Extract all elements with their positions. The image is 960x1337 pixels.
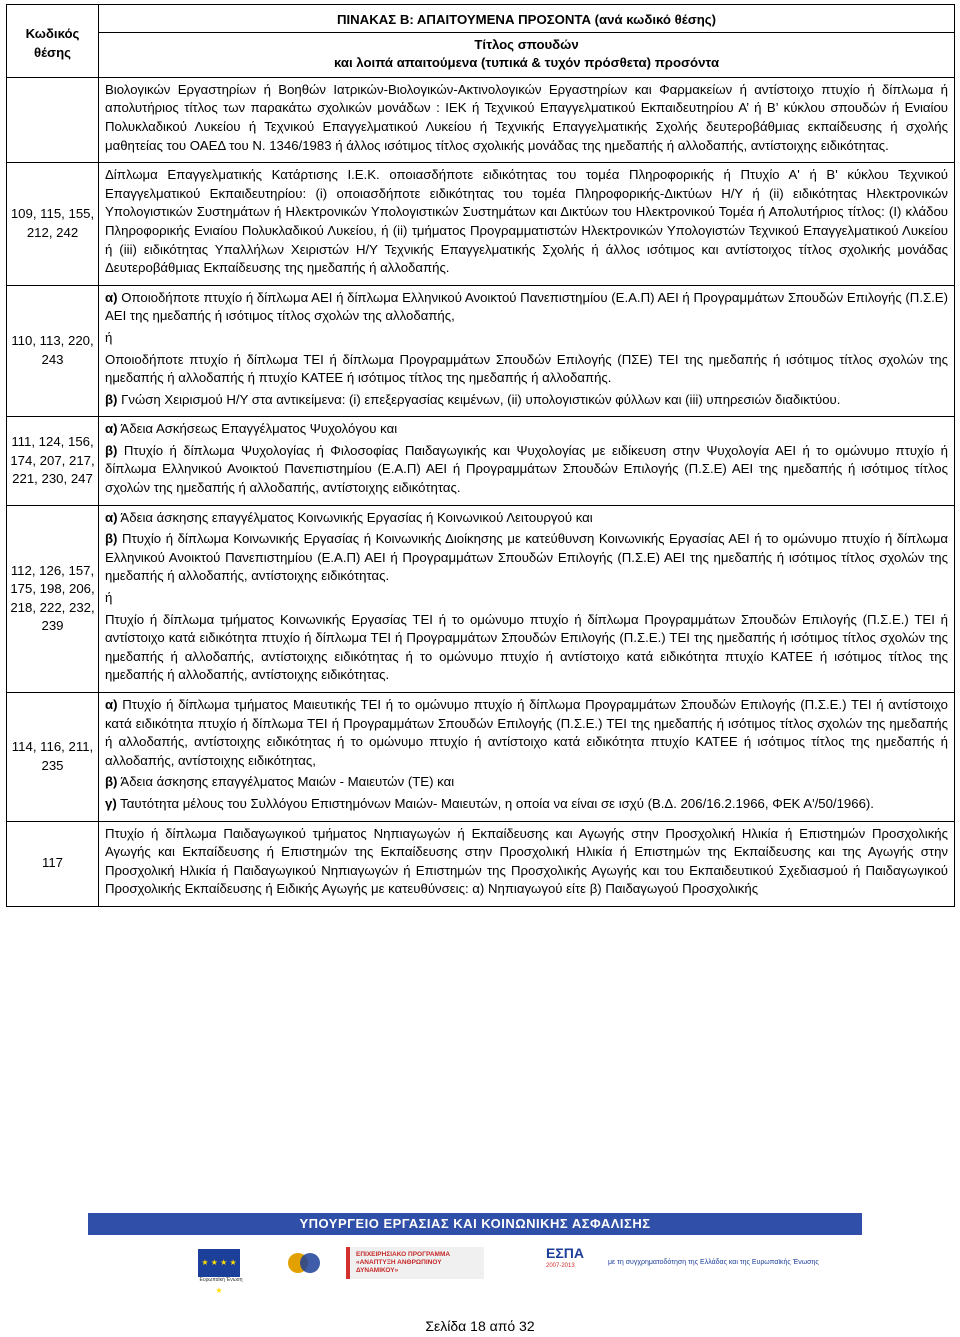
qualification-paragraph: γ) Ταυτότητα μέλους του Συλλόγου Επιστημόνων Μαιών- Μαιευτών, η οποία να είναι σε ισχύ (Β.Δ. 206/16.2.1966, ΦΕΚ Α'/50/1966).	[105, 795, 874, 811]
position-codes: 110, 113, 220, 243	[7, 285, 99, 417]
list-marker: β)	[105, 442, 118, 458]
position-codes: 109, 115, 155, 212, 242	[7, 163, 99, 286]
position-codes	[7, 77, 99, 162]
programme-logo	[346, 1247, 484, 1279]
sponsor-band	[88, 1213, 862, 1295]
position-codes: 112, 126, 157, 175, 198, 206, 218, 222, 232, 239	[7, 505, 99, 692]
desc-header-line-1: Τίτλος σπουδών	[474, 36, 579, 52]
qualification-paragraph: Δίπλωμα Επαγγελματικής Κατάρτισης Ι.Ε.Κ. οποιασδήποτε ειδικότητας του τομέα Πληροφορικής ή Πτυχίο Α' ή Β' κύκλου Τεχνικού Επαγγελματικού Εκπαιδευτηρίου: (i) οποιασδήποτε ειδικότητας του τομέα Πληροφορικής-Δικτύων Η/Υ ή (ii) ειδικότητας Ηλεκτρονικών Υπολογιστικών Συστημάτων ή Ηλεκτρονικών Υπολογιστικών Συστημάτων και Δικτύων του Ηλεκτρονικού Τομέα ή Απολυτήριος τίτλος: (I) κλάδου Πληροφορικής Ενιαίου Πολυκλαδικού Λυκείου, ή (ii) τμήματος Προγραμματιστών Ηλεκτρονικών Υπολογιστών Τεχνικού Επαγγελματικού Λυκείου ή (iii) ειδικότητας Υπαλλήλων Χειριστών Η/Υ Τεχνικής Επαγγελματικής Σχολής ή άλλος ισότιμος και αντίστοιχος τίτλος σχολικής μονάδας Δευτεροβάθμιας Εκπαίδευσης της ημεδαπής ή αλλοδαπής.	[105, 167, 948, 276]
qualification-paragraph: Βιολογικών Εργαστηρίων ή Βοηθών Ιατρικών-Βιολογικών-Ακτινολογικών Εργαστηρίων και Φαρμακείων ή αντίστοιχο πτυχίο ή δίπλωμα ή απολυτήριος τίτλος των παρακάτω σχολικών μονάδων : ΙΕΚ ή Τεχνικού Επαγγελματικού Εκπαιδευτηρίου Α’ ή Β’ κύκλου σπουδών ή Ενιαίου Πολυκλαδικού Λυκείου ή Τεχνικού Επαγγελματικού Λυκείου ή Τεχνικής Επαγγελματικής Σχολής δευτεροβάθμιας εκπαίδευσης ή σχολής μαθητείας του ΟΑΕΔ του Ν. 1346/1983 ή άλλος ισότιμος τίτλος σχολικής μονάδας της ημεδαπής ή αλλοδαπής, αντίστοιχης ειδικότητας.	[105, 81, 948, 153]
list-marker: α)	[105, 509, 118, 525]
esf-logo-icon	[284, 1247, 328, 1279]
code-column-header	[7, 5, 99, 78]
qualification-description	[99, 505, 955, 692]
qualification-paragraph: α) Άδεια Ασκήσεως Επαγγέλματος Ψυχολόγου και	[105, 421, 398, 437]
qualification-description	[99, 821, 955, 906]
list-marker: α)	[105, 421, 118, 437]
table-body	[7, 77, 955, 906]
qualification-paragraph: β) Γνώση Χειρισμού Η/Υ στα αντικείμενα: (i) επεξεργασίας κειμένων, (ii) υπολογιστικών φύλλων και (iii) υπηρεσιών διαδικτύου.	[105, 391, 841, 407]
eu-stars-icon: ★ ★ ★ ★ ★	[201, 1258, 237, 1295]
table-row	[7, 77, 955, 162]
qualification-paragraph: β) Άδεια άσκησης επαγγέλματος Μαιών - Μαιευτών (ΤΕ) και	[105, 774, 455, 790]
table-row	[7, 163, 955, 286]
table-row	[7, 505, 955, 692]
qualification-paragraph: α) Άδεια άσκησης επαγγέλματος Κοινωνικής Εργασίας ή Κοινωνικού Λειτουργού και	[105, 509, 593, 525]
espa-years: 2007-2013	[546, 1263, 575, 1269]
qualification-paragraph: β) Πτυχίο ή δίπλωμα Ψυχολογίας ή Φιλοσοφίας Παιδαγωγικής και Ψυχολογίας με ειδίκευση στην Ψυχολογία ΑΕΙ ή το ομώνυμο πτυχίο ή δίπλωμα Ελληνικού Ανοικτού Πανεπιστημίου (Ε.Α.Π) ΑΕΙ ή Προγραμμάτων Σπουδών Επιλογής (Π.Σ.Ε) ΑΕΙ της ημεδαπής ή ισότιμος τίτλος σχολών της ημεδαπής ή αλλοδαπής, αντίστοιχης ειδικότητας.	[105, 442, 948, 496]
desc-column-header	[99, 32, 955, 77]
sponsor-logos	[88, 1237, 862, 1295]
qualification-description	[99, 417, 955, 505]
list-marker: α)	[105, 697, 118, 712]
list-marker: α)	[105, 289, 118, 305]
qualifications-table	[6, 4, 955, 907]
qualification-paragraph: ή	[105, 329, 113, 345]
position-codes: 114, 116, 211, 235	[7, 693, 99, 822]
page-number: Σελίδα 18 από 32	[425, 1318, 535, 1334]
qualification-paragraph: ή	[105, 590, 113, 606]
table-title: ΠΙΝΑΚΑΣ Β: ΑΠΑΙΤΟΥΜΕΝΑ ΠΡΟΣΟΝΤΑ (ανά κωδικό θέσης)	[99, 5, 955, 33]
table-row	[7, 821, 955, 906]
qualification-description	[99, 285, 955, 417]
qualification-paragraph: Πτυχίο ή δίπλωμα τμήματος Κοινωνικής Εργασίας ΤΕΙ ή το ομώνυμο πτυχίο ή δίπλωμα Προγραμμάτων Σπουδών Επιλογής (Π.Σ.Ε.) ΤΕΙ ή αντίστοιχο κατά ειδικότητα πτυχίο ή δίπλωμα ΤΕΙ ή Προγραμμάτων Σπουδών Επιλογής (Π.Σ.Ε.) ΤΕΙ της ημεδαπής ή ισότιμος τίτλος σχολών της ημεδαπής ή αλλοδαπής, αντίστοιχης ειδικότητας ή το ομώνυμο πτυχίο ή αντίστοιχο κατά ειδικότητα πτυχίο ΚΑΤΕΕ ή ισότιμος τίτλος της ημεδαπής ή αλλοδαπής, αντίστοιχης ειδικότητας.	[105, 611, 948, 683]
table-row	[7, 285, 955, 417]
qualification-paragraph: α) Οποιοδήποτε πτυχίο ή δίπλωμα ΑΕΙ ή δίπλωμα Ελληνικού Ανοικτού Πανεπιστημίου (Ε.Α.Π) ΑΕΙ ή Προγραμμάτων Σπουδών Επιλογής (Π.Σ.Ε) ΑΕΙ της ημεδαπής ή ισότιμος τίτλος σχολών της αλλοδαπής,	[105, 289, 948, 324]
qualification-paragraph: α) Πτυχίο ή δίπλωμα τμήματος Μαιευτικής ΤΕΙ ή το ομώνυμο πτυχίο ή δίπλωμα Προγραμμάτων Σπουδών Επιλογής (Π.Σ.Ε.) ΤΕΙ ή αντίστοιχο κατά ειδικότητα πτυχίο ή δίπλωμα ΤΕΙ ή Προγραμμάτων Σπουδών Επιλογής (Π.Σ.Ε.) ΤΕΙ της ημεδαπής ή ισότιμος τίτλος σχολών της ημεδαπής ή αλλοδαπής, αντίστοιχης ειδικότητας ή το ομώνυμο πτυχίο ή αντίστοιχο κατά ειδικότητα πτυχίο ΚΑΤΕΕ ή ισότιμος τίτλος της ημεδαπής ή αλλοδαπής, αντίστοιχης ειδικότητας,	[105, 697, 948, 768]
programme-text: ΕΠΙΧΕΙΡΗΣΙΑΚΟ ΠΡΟΓΡΑΜΜΑ «ΑΝΑΠΤΥΞΗ ΑΝΘΡΩΠΙΝΟΥ ΔΥΝΑΜΙΚΟΥ»	[356, 1251, 451, 1274]
qualification-paragraph: β) Πτυχίο ή δίπλωμα Κοινωνικής Εργασίας ή Κοινωνικής Διοίκησης με κατεύθυνση Κοινωνικής Εργασίας ΑΕΙ ή το ομώνυμο πτυχίο ή δίπλωμα Ελληνικού Ανοικτού Πανεπιστημίου (Ε.Α.Π) ΑΕΙ ή Προγραμμάτων Σπουδών Επιλογής (Π.Σ.Ε) ΑΕΙ της ημεδαπής ή ισότιμος τίτλος σχολών της ημεδαπής ή αλλοδαπής, αντίστοιχης ειδικότητας.	[105, 531, 948, 584]
list-marker: β)	[105, 774, 118, 790]
qualification-paragraph: Οποιοδήποτε πτυχίο ή δίπλωμα ΤΕΙ ή δίπλωμα Προγραμμάτων Σπουδών Επιλογής (ΠΣΕ) ΤΕΙ της ημεδαπής ή ισότιμος τίτλος σχολών της ημεδαπής ή αλλοδαπής ή πτυχίο ΚΑΤΕΕ ή ισότιμος τίτλος της ημεδαπής ή αλλοδαπής.	[105, 351, 948, 386]
cofunding-motto: με τη συγχρηματοδότηση της Ελλάδας και της Ευρωπαϊκής Ένωσης	[608, 1259, 819, 1266]
eu-caption: Ευρωπαϊκή Ένωση	[199, 1277, 243, 1283]
espa-logo: ΕΣΠΑ	[546, 1245, 584, 1261]
desc-header-line-2: και λοιπά απαιτούμενα (τυπικά & τυχόν πρόσθετα) προσόντα	[333, 55, 720, 71]
qualification-description	[99, 77, 955, 162]
list-marker: γ)	[105, 795, 117, 811]
code-header-line-1: Κωδικός	[25, 26, 80, 41]
list-marker: β)	[105, 391, 118, 407]
position-codes: 111, 124, 156, 174, 207, 217, 221, 230, 247	[7, 417, 99, 505]
table-row	[7, 417, 955, 505]
ministry-banner: ΥΠΟΥΡΓΕΙΟ ΕΡΓΑΣΙΑΣ ΚΑΙ ΚΟΙΝΩΝΙΚΗΣ ΑΣΦΑΛΙΣΗΣ	[88, 1213, 862, 1235]
list-marker: β)	[105, 531, 118, 547]
qualification-description	[99, 163, 955, 286]
table-row	[7, 693, 955, 822]
code-header-line-2: θέσης	[33, 44, 71, 60]
qualification-description	[99, 693, 955, 822]
qualification-paragraph: Πτυχίο ή δίπλωμα Παιδαγωγικού τμήματος Νηπιαγωγών ή Εκπαίδευσης και Αγωγής στην Προσχολική Ηλικία ή Επιστημών Προσχολικής Αγωγής και Εκπαίδευσης ή Επιστημών της Εκπαίδευσης στην Προσχολική Ηλικία ή Επιστημών της Εκπαίδευσης και της Αγωγής στην Προσχολική Ηλικία ή Παιδαγωγικού Νηπιαγωγών ή Επιστημών της Προσχολικής Αγωγής και του Εκπαιδευτικού Σχεδιασμού ή Παιδαγωγικού Προσχολικής Εκπαίδευσης ή Ειδικής Αγωγής με κατευθύνσεις: α) Νηπιαγωγού είτε β) Παιδαγωγού Προσχολικής	[105, 825, 948, 897]
position-codes: 117	[7, 821, 99, 906]
